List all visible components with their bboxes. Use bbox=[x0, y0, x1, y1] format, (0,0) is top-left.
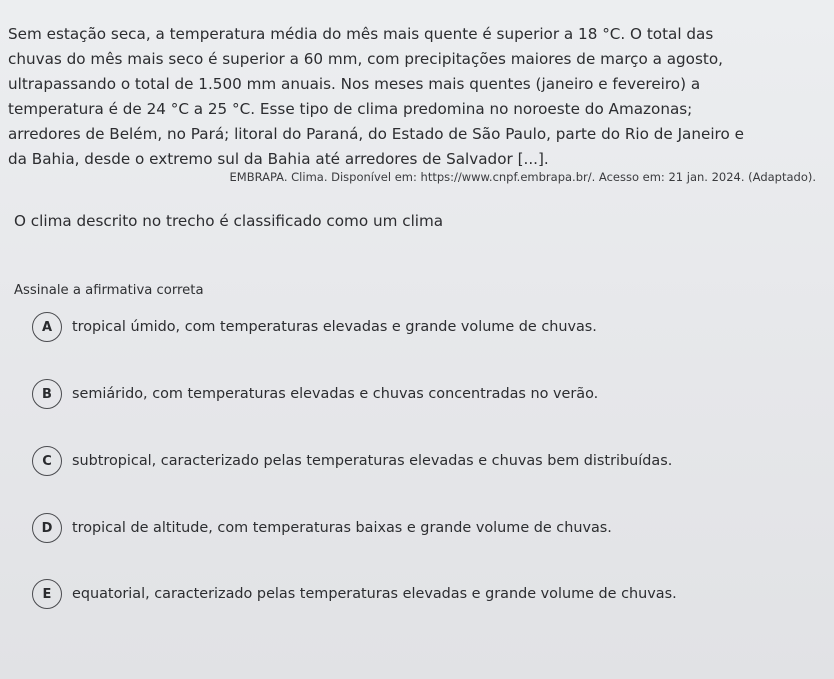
question-stem: O clima descrito no trecho é classificado como um clima bbox=[14, 212, 444, 230]
option-letter-badge: E bbox=[32, 579, 62, 609]
passage-line: chuvas do mês mais seco é superior a 60 mm, com precipitações maiores de março a agosto, bbox=[8, 50, 723, 68]
option-text: tropical úmido, com temperaturas elevadas e grande volume de chuvas. bbox=[72, 319, 597, 335]
source-citation: EMBRAPA. Clima. Disponível em: https://www.cnpf.embrapa.br/. Acesso em: 21 jan. 2024. (Adaptado). bbox=[229, 170, 816, 184]
option-a[interactable] bbox=[32, 311, 597, 343]
passage-line: Sem estação seca, a temperatura média do mês mais quente é superior a 18 °C. O total das bbox=[8, 25, 714, 43]
passage-line: da Bahia, desde o extremo sul da Bahia até arredores de Salvador [...]. bbox=[8, 150, 549, 168]
passage-text bbox=[8, 22, 820, 172]
passage-line: temperatura é de 24 °C a 25 °C. Esse tipo de clima predomina no noroeste do Amazonas; bbox=[8, 100, 693, 118]
option-b[interactable] bbox=[32, 378, 598, 410]
option-letter-badge: B bbox=[32, 379, 62, 409]
passage-line: ultrapassando o total de 1.500 mm anuais. Nos meses mais quentes (janeiro e fevereiro) a bbox=[8, 75, 701, 93]
option-letter-badge: A bbox=[32, 312, 62, 342]
option-letter-badge: C bbox=[32, 446, 62, 476]
option-d[interactable] bbox=[32, 512, 612, 544]
option-e[interactable] bbox=[32, 578, 677, 610]
option-text: tropical de altitude, com temperaturas baixas e grande volume de chuvas. bbox=[72, 520, 612, 536]
instruction-text: Assinale a afirmativa correta bbox=[14, 283, 204, 298]
option-text: semiárido, com temperaturas elevadas e chuvas concentradas no verão. bbox=[72, 386, 599, 402]
option-c[interactable] bbox=[32, 445, 672, 477]
option-text: equatorial, caracterizado pelas temperaturas elevadas e grande volume de chuvas. bbox=[72, 586, 677, 602]
option-text: subtropical, caracterizado pelas temperaturas elevadas e chuvas bem distribuídas. bbox=[72, 453, 673, 469]
option-letter-badge: D bbox=[32, 513, 62, 543]
passage-line: arredores de Belém, no Pará; litoral do Paraná, do Estado de São Paulo, parte do Rio de Janeiro e bbox=[8, 125, 744, 143]
